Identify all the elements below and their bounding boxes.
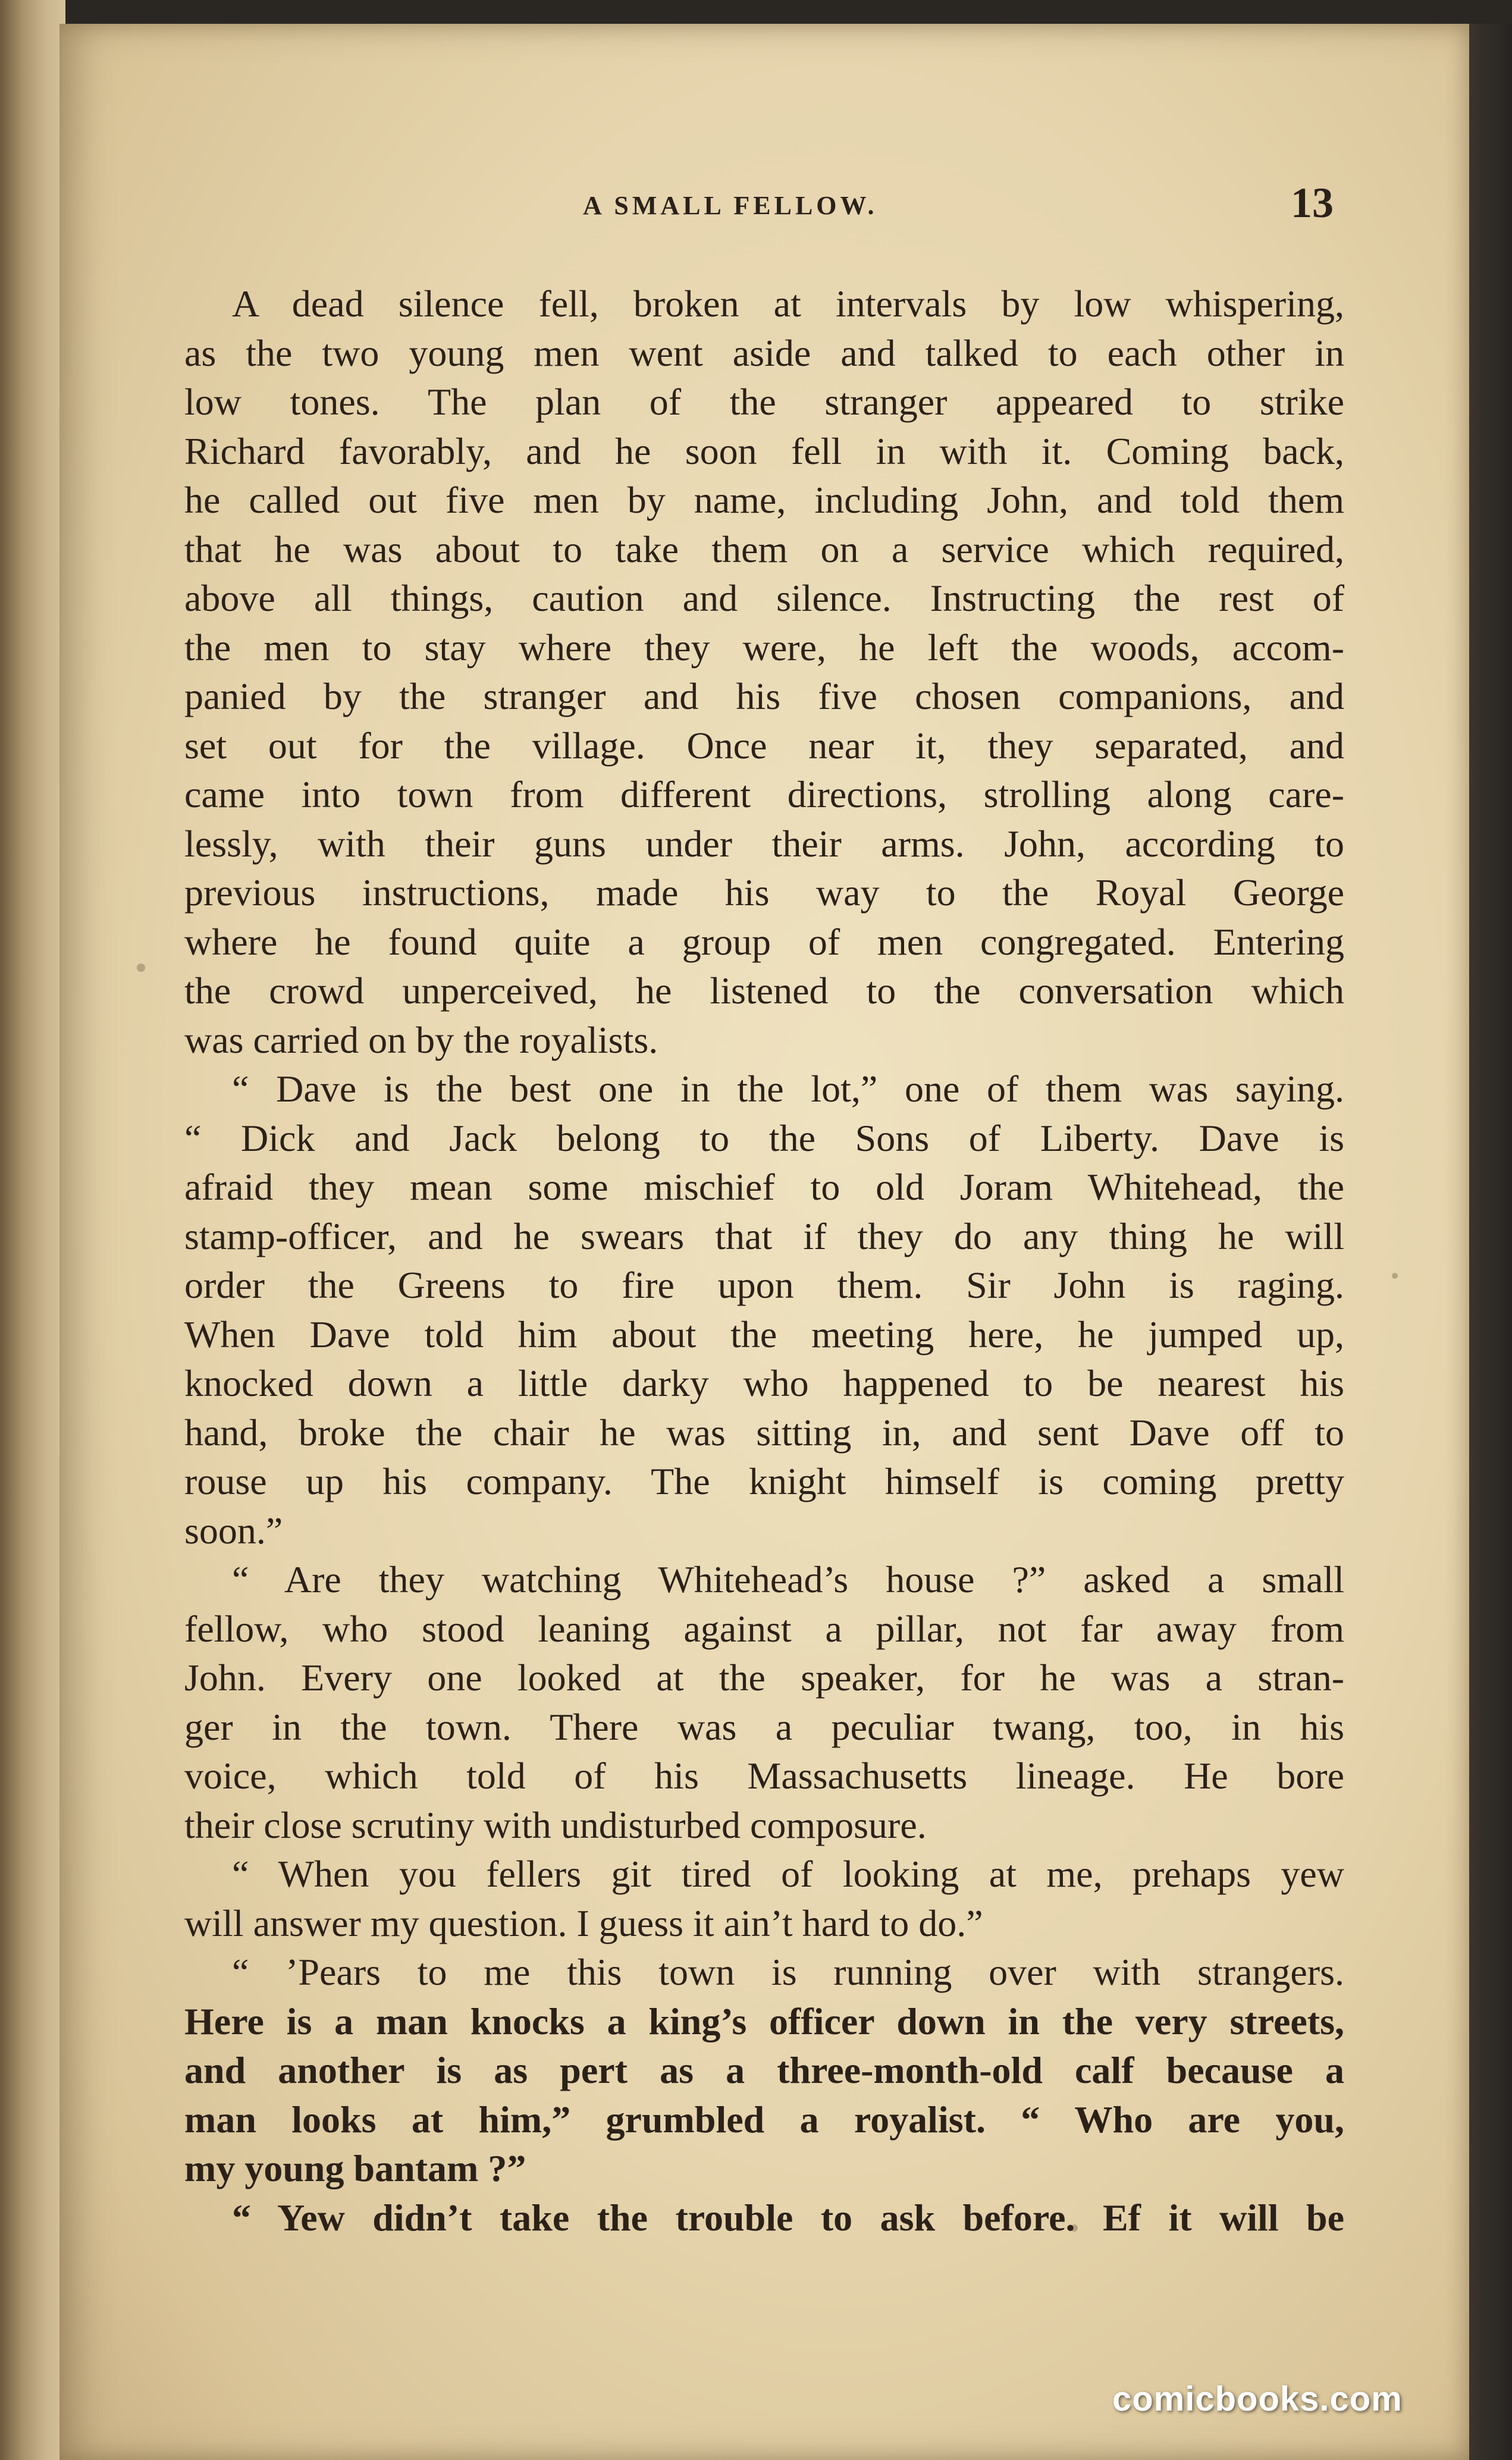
text-line: A dead silence fell, broken at intervals by low whispering, bbox=[232, 283, 1344, 325]
running-head: A SMALL FELLOW. bbox=[583, 191, 878, 220]
text-line: man looks at him,” grumbled a royalist. “ Who are you, bbox=[184, 2098, 1344, 2141]
text-line: where he found quite a group of men congregated. Entering bbox=[184, 920, 1344, 963]
text-line: my young bantam ?” bbox=[184, 2147, 526, 2189]
text-line: Here is a man knocks a king’s officer down in the very streets, bbox=[184, 2000, 1344, 2042]
page-number: 13 bbox=[1291, 179, 1334, 227]
paper-speck bbox=[1392, 1273, 1398, 1279]
text-line: “ Are they watching Whitehead’s house ?” asked a small bbox=[232, 1558, 1344, 1601]
watermark: comicbooks.com bbox=[1112, 2380, 1403, 2418]
text-line: “ ’Pears to me this town is running over with strangers. bbox=[232, 1951, 1344, 1993]
text-line: the men to stay where they were, he left the woods, accom- bbox=[184, 626, 1344, 669]
text-line: soon.” bbox=[184, 1509, 283, 1552]
text-line: previous instructions, made his way to the Royal George bbox=[184, 871, 1344, 914]
text-line: “ When you fellers git tired of looking at me, prehaps yew bbox=[232, 1853, 1344, 1895]
text-line: that he was about to take them on a service which required, bbox=[184, 528, 1344, 570]
text-line: as the two young men went aside and talked to each other in bbox=[184, 331, 1344, 374]
text-line: above all things, caution and silence. Instructing the rest of bbox=[184, 577, 1344, 619]
text-line: stamp-officer, and he swears that if they do any thing he will bbox=[184, 1215, 1344, 1257]
text-line: “ Dave is the best one in the lot,” one of them was saying. bbox=[232, 1068, 1344, 1110]
text-line: When Dave told him about the meeting here, he jumped up, bbox=[184, 1313, 1344, 1355]
text-line: order the Greens to fire upon them. Sir John is raging. bbox=[184, 1264, 1344, 1306]
text-line: voice, which told of his Massachusetts lineage. He bore bbox=[184, 1755, 1344, 1797]
text-line: lessly, with their guns under their arms. John, according to bbox=[184, 822, 1344, 865]
text-line: afraid they mean some mischief to old Joram Whitehead, the bbox=[184, 1166, 1344, 1208]
text-line: came into town from different directions, strolling along care- bbox=[184, 773, 1344, 815]
book-spine bbox=[0, 0, 65, 2460]
text-line: hand, broke the chair he was sitting in, and sent Dave off to bbox=[184, 1411, 1344, 1454]
page-edge bbox=[1469, 24, 1512, 2460]
text-line: was carried on by the royalists. bbox=[184, 1018, 658, 1061]
text-line: low tones. The plan of the stranger appeared to strike bbox=[184, 381, 1344, 423]
text-line: their close scrutiny with undisturbed composure. bbox=[184, 1803, 927, 1846]
text-line: the crowd unperceived, he listened to the conversation which bbox=[184, 969, 1344, 1012]
text-line: knocked down a little darky who happened to be nearest his bbox=[184, 1362, 1344, 1404]
text-line: panied by the stranger and his five chosen companions, and bbox=[184, 675, 1344, 717]
text-line: rouse up his company. The knight himself is coming pretty bbox=[184, 1460, 1344, 1502]
text-line: Richard favorably, and he soon fell in with it. Coming back, bbox=[184, 429, 1344, 472]
text-line: fellow, who stood leaning against a pillar, not far away from bbox=[184, 1607, 1344, 1650]
text-line: John. Every one looked at the speaker, for he was a stran- bbox=[184, 1656, 1344, 1699]
body-text bbox=[184, 280, 1344, 2242]
paper-speck bbox=[137, 964, 145, 972]
text-line: and another is as pert as a three-month-old calf because a bbox=[184, 2049, 1344, 2091]
text-line: he called out five men by name, including John, and told them bbox=[184, 479, 1344, 521]
text-line: “ Dick and Jack belong to the Sons of Liberty. Dave is bbox=[184, 1116, 1344, 1159]
text-line: set out for the village. Once near it, they separated, and bbox=[184, 724, 1344, 767]
text-line: ger in the town. There was a peculiar twang, too, in his bbox=[184, 1705, 1344, 1748]
text-line: will answer my question. I guess it ain’t hard to do.” bbox=[184, 1902, 983, 1944]
text-line: “ Yew didn’t take the trouble to ask before. Ef it will be bbox=[232, 2196, 1344, 2239]
